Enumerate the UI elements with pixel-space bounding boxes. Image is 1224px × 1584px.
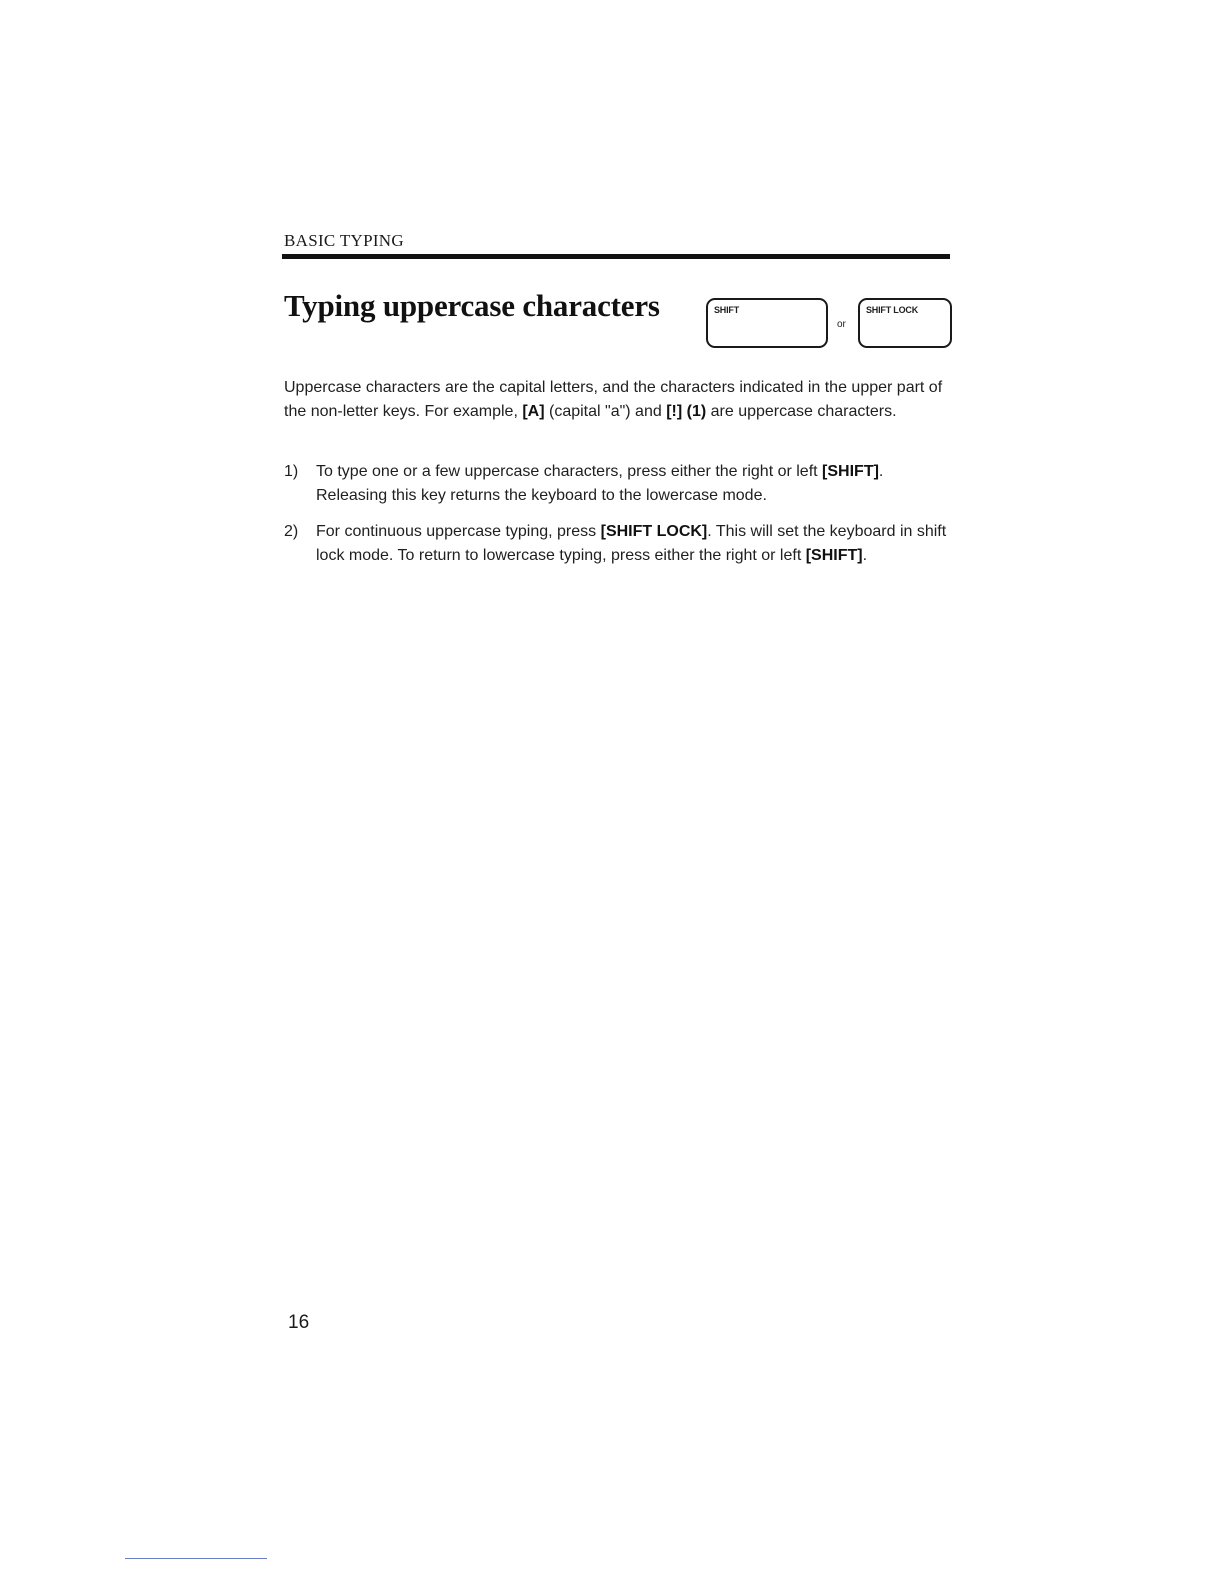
shift-key-label: SHIFT [714, 305, 739, 315]
list-item [284, 520, 952, 568]
step-text: For continuous uppercase typing, press [316, 523, 601, 540]
key-reference: [SHIFT LOCK] [600, 523, 708, 540]
list-item [284, 460, 952, 508]
step-text: To type one or a few uppercase characters, press either the right or left [316, 463, 823, 480]
intro-paragraph [284, 376, 952, 424]
shift-key-icon [706, 298, 828, 348]
step-number: 2) [284, 523, 299, 540]
intro-text: Uppercase characters are the capital letters, and the characters indicated in the upper part of the non-letter keys. For example, [284, 379, 943, 420]
key-reference: (1) [686, 403, 707, 420]
shift-lock-key-icon [858, 298, 952, 348]
header-rule [282, 254, 950, 259]
page-number: 16 [288, 1312, 310, 1333]
key-illustration [706, 298, 952, 354]
intro-text: (capital "a") and [544, 403, 667, 420]
section-header: BASIC TYPING [284, 231, 404, 250]
steps-list [284, 460, 952, 580]
step-number: 1) [284, 463, 299, 480]
key-reference: [SHIFT] [805, 547, 863, 564]
shift-lock-key-label: SHIFT LOCK [866, 305, 918, 315]
page-title: Typing uppercase characters [284, 288, 660, 323]
step-text: . This will set the keyboard in shift lock mode. To return to lowercase typing, press either the right or left [316, 523, 947, 564]
intro-text: are uppercase characters. [706, 403, 897, 420]
bottom-rule [125, 1558, 267, 1559]
key-reference: [!] [666, 403, 683, 420]
key-reference: [SHIFT] [822, 463, 879, 480]
or-label: or [837, 319, 846, 330]
step-text: . Releasing this key returns the keyboard to the lowercase mode. [316, 463, 884, 504]
key-reference: [A] [522, 403, 545, 420]
step-text: . [862, 547, 868, 564]
